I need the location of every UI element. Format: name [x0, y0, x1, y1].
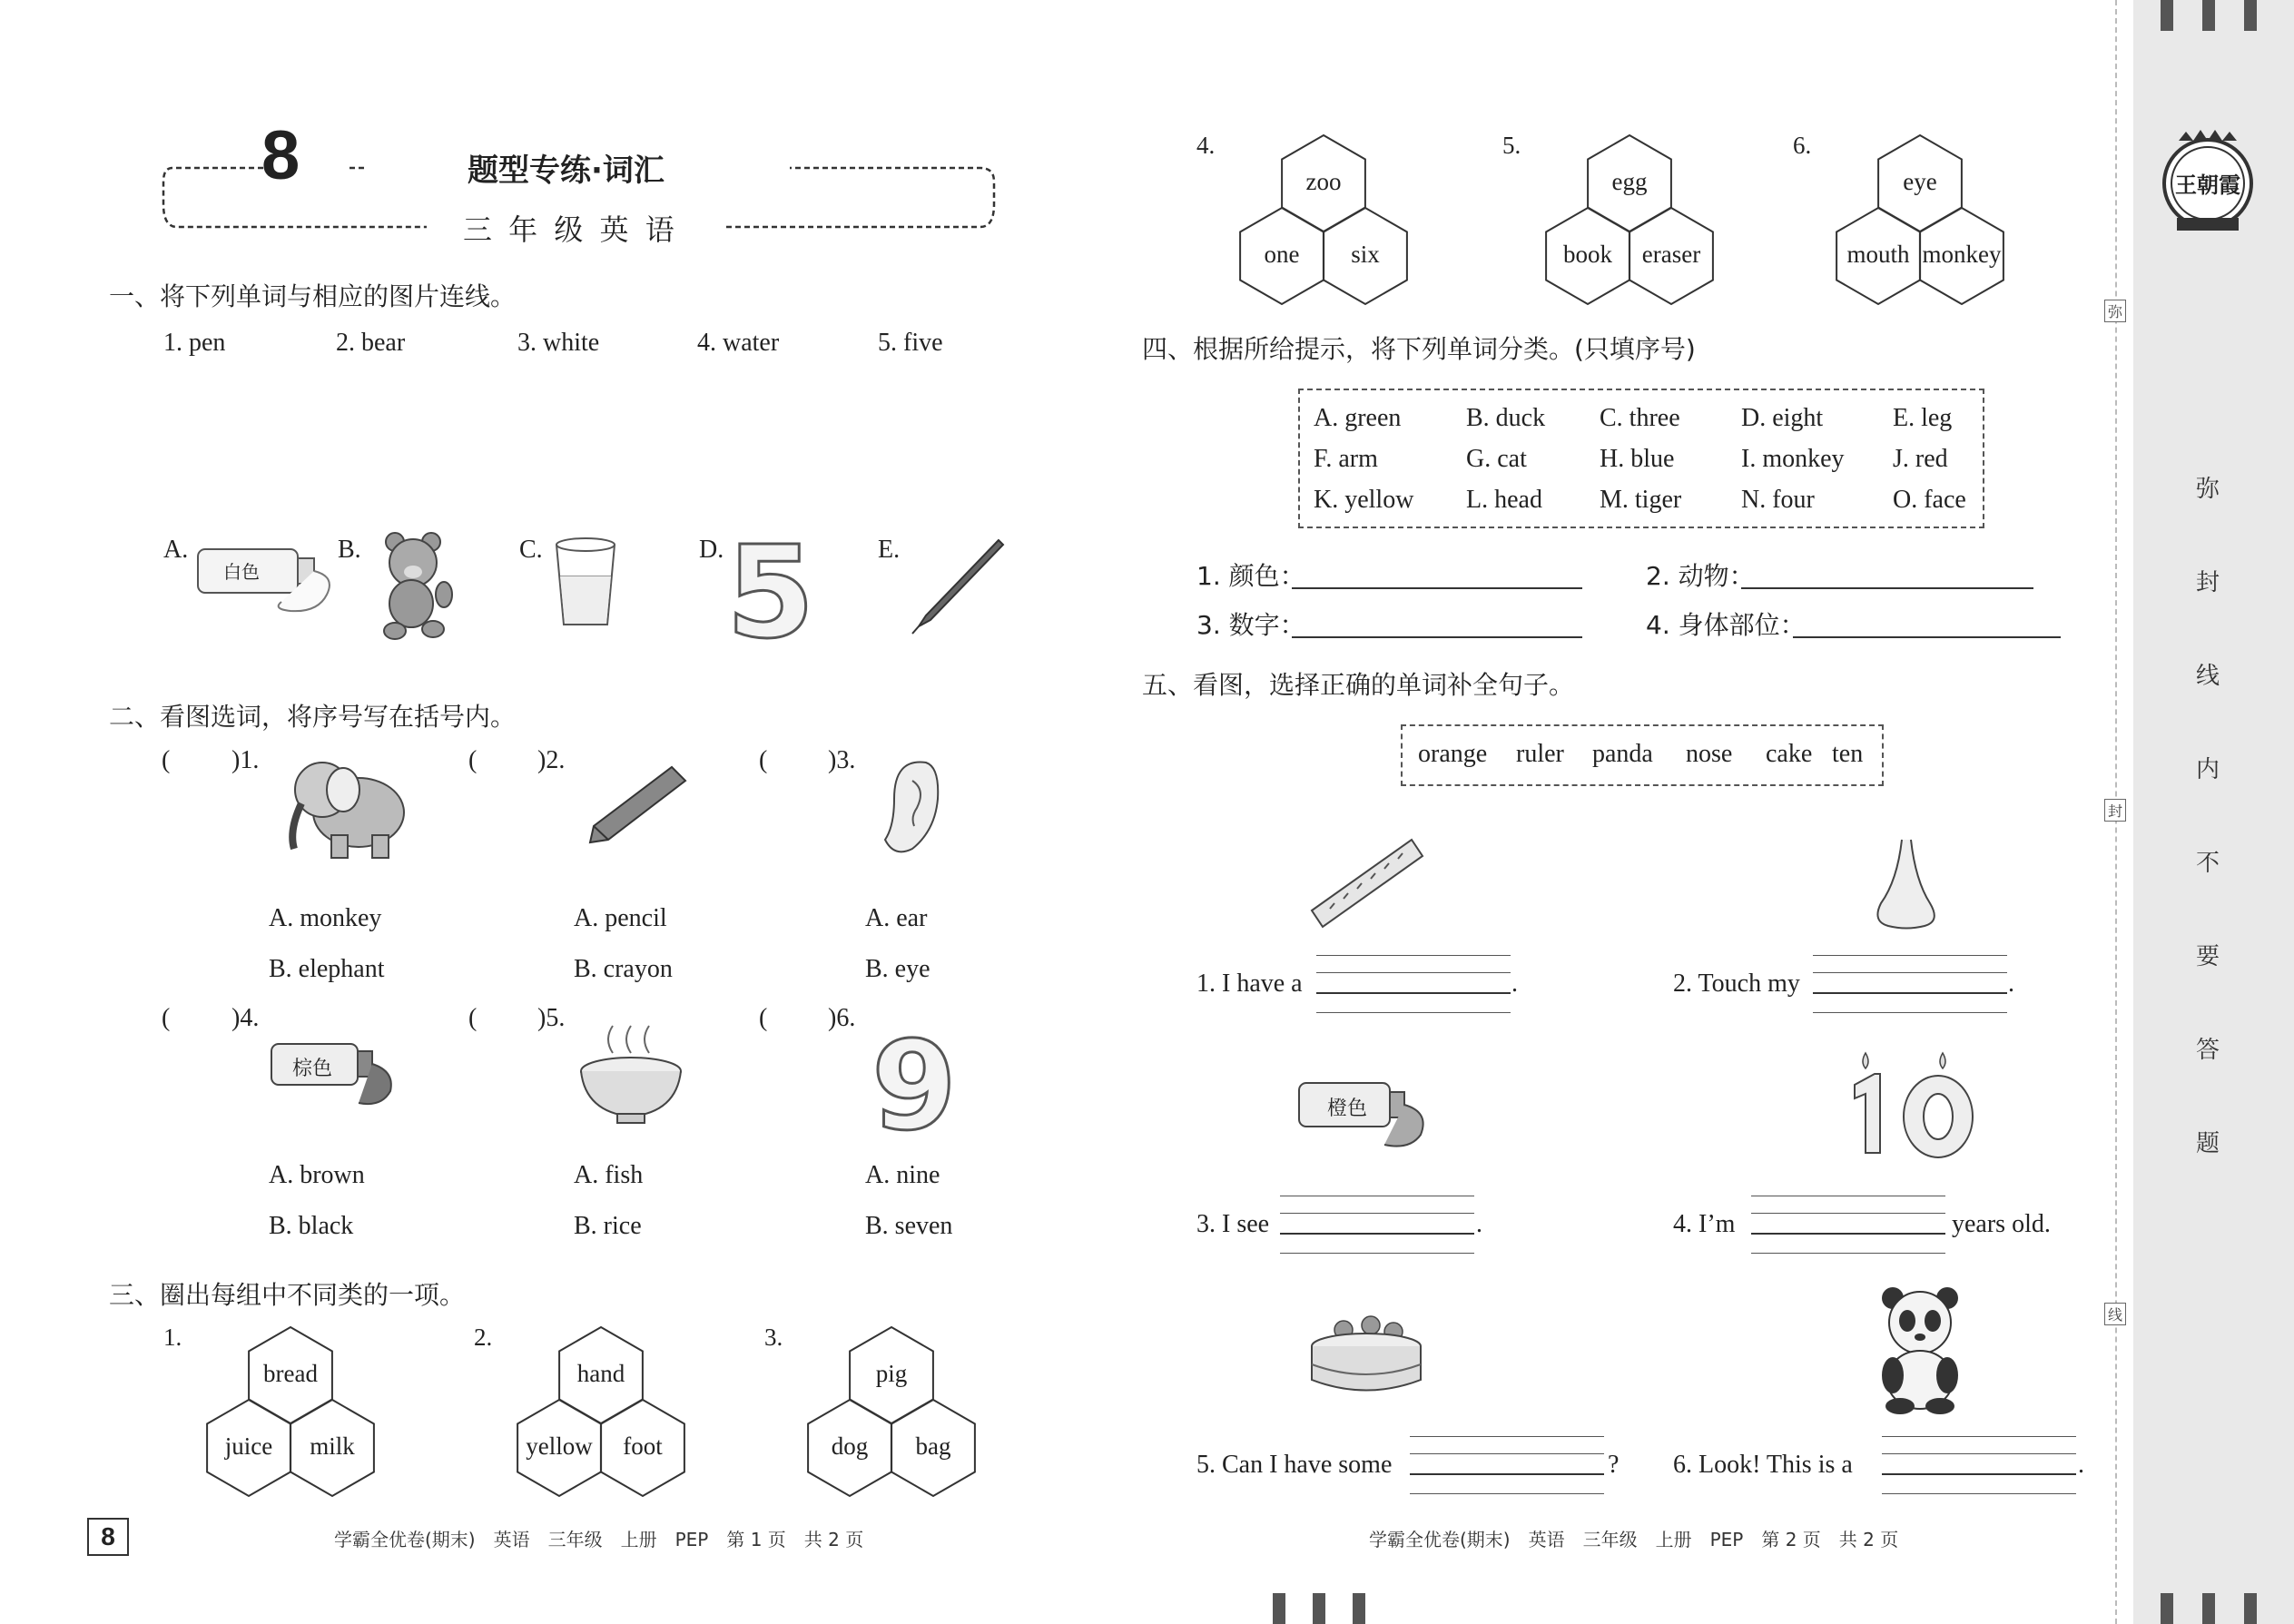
category-answer-line[interactable]: [1793, 636, 2061, 638]
category-label: 1. 颜色：: [1196, 561, 1305, 591]
hex-word[interactable]: hand: [576, 1360, 625, 1387]
answer-paren-close: )3.: [828, 746, 856, 774]
binding-char: 答: [2195, 1037, 2220, 1064]
hex-word[interactable]: dog: [831, 1432, 869, 1460]
section3-title: 三、圈出每组中不同类的一项。: [109, 1280, 466, 1310]
nose-icon: [1870, 835, 1943, 935]
word-option: L. head: [1466, 486, 1542, 514]
hex-word[interactable]: yellow: [526, 1432, 593, 1460]
answer-paren-close: )5.: [537, 1004, 566, 1032]
sentence-prefix: 1. I have a: [1196, 969, 1303, 998]
word-item: 2. bear: [336, 329, 406, 357]
word-bank-item: orange: [1418, 740, 1488, 768]
paint-tube-icon: [268, 1035, 404, 1117]
word-option: B. duck: [1466, 404, 1546, 432]
binding-tag: 弥: [2104, 300, 2126, 322]
picture-label: A.: [163, 536, 189, 564]
group-number: 6.: [1793, 132, 1812, 159]
cake-icon: [1303, 1312, 1430, 1403]
hex-word[interactable]: bag: [915, 1432, 951, 1460]
hex-word[interactable]: one: [1264, 241, 1300, 268]
option-a: A. nine: [865, 1161, 940, 1189]
category-answer-line[interactable]: [1292, 636, 1582, 638]
category-answer-line[interactable]: [1292, 587, 1582, 589]
group-number: 3.: [764, 1324, 783, 1351]
writing-guide-line: [1316, 955, 1511, 956]
writing-guide-line: [1751, 1213, 1945, 1214]
footer-left: 学霸全优卷(期末) 英语 三年级 上册 PEP 第 1 页 共 2 页: [334, 1529, 864, 1550]
sentence-prefix: 4. I’m: [1673, 1210, 1736, 1238]
binding-char: 封: [2195, 569, 2220, 596]
word-option: A. green: [1314, 404, 1402, 432]
word-option: C. three: [1600, 404, 1680, 432]
word-option: E. leg: [1893, 404, 1953, 432]
category-label: 2. 动物：: [1646, 561, 1755, 591]
word-option: H. blue: [1600, 445, 1675, 473]
answer-paren-open: (: [162, 746, 171, 774]
bear-icon: [368, 531, 458, 645]
word-option: M. tiger: [1600, 486, 1682, 514]
answer-paren-open: (: [759, 1004, 768, 1032]
hex-word[interactable]: mouth: [1846, 241, 1910, 268]
pen-icon: [908, 536, 1008, 635]
picture-label: B.: [338, 536, 361, 564]
writing-guide-line: [1813, 1012, 2007, 1013]
writing-guide-line: [1280, 1213, 1474, 1214]
option-b: B. elephant: [269, 955, 385, 983]
binding-char: 线: [2195, 663, 2220, 690]
hex-word[interactable]: juice: [224, 1432, 273, 1460]
writing-guide-line: [1882, 1493, 2076, 1494]
answer-line[interactable]: [1882, 1473, 2076, 1475]
sentence-suffix: .: [2008, 969, 2014, 998]
registration-mark: [1273, 1593, 1285, 1624]
picture-label: E.: [878, 536, 901, 564]
answer-line[interactable]: [1751, 1233, 1945, 1235]
number-five-icon: 5: [726, 519, 815, 667]
hex-word[interactable]: six: [1351, 241, 1380, 268]
writing-guide-line: [1813, 955, 2007, 956]
answer-paren-open: (: [759, 746, 768, 774]
option-a: A. fish: [574, 1161, 644, 1189]
unit-number: 8: [261, 117, 300, 194]
option-a: A. monkey: [269, 904, 382, 932]
ear-icon: [876, 753, 949, 862]
answer-paren-close: )1.: [231, 746, 260, 774]
tube-label: 白色: [223, 561, 260, 583]
brand-logo: [2161, 127, 2255, 245]
hex-word[interactable]: eye: [1903, 168, 1937, 195]
writing-guide-line: [1316, 972, 1511, 973]
registration-mark: [2161, 1593, 2173, 1624]
page-number-badge: 8: [87, 1518, 129, 1556]
answer-paren-open: (: [468, 746, 478, 774]
hex-group: [163, 1324, 355, 1496]
word-item: 1. pen: [163, 329, 226, 357]
word-option: K. yellow: [1314, 486, 1414, 514]
section4-title: 四、根据所给提示，将下列单词分类。(只填序号): [1142, 334, 1696, 364]
group-number: 1.: [163, 1324, 182, 1351]
registration-mark: [2244, 1593, 2257, 1624]
hex-word[interactable]: egg: [1611, 168, 1648, 195]
rice-bowl-icon: [572, 1021, 690, 1130]
ruler-icon: [1303, 831, 1430, 930]
option-a: A. ear: [865, 904, 928, 932]
section1-title: 一、将下列单词与相应的图片连线。: [109, 281, 517, 311]
hex-word[interactable]: milk: [310, 1432, 355, 1460]
hex-word[interactable]: pig: [875, 1360, 908, 1387]
word-option: N. four: [1741, 486, 1815, 514]
answer-paren-close: )4.: [231, 1004, 260, 1032]
word-option: G. cat: [1466, 445, 1527, 473]
hex-word[interactable]: bread: [263, 1360, 318, 1387]
sentence-prefix: 6. Look! This is a: [1673, 1451, 1853, 1479]
word-item: 4. water: [697, 329, 780, 357]
word-bank-item: ruler: [1516, 740, 1564, 768]
answer-paren-close: )2.: [537, 746, 566, 774]
word-option: F. arm: [1314, 445, 1378, 473]
hex-word[interactable]: eraser: [1641, 241, 1701, 268]
tube-label: 棕色: [292, 1058, 333, 1080]
sentence-suffix: .: [1511, 969, 1518, 998]
option-b: B. seven: [865, 1212, 953, 1240]
binding-char: 内: [2195, 756, 2220, 783]
hex-word[interactable]: monkey: [1922, 241, 2002, 268]
page-subtitle: 三 年 级 英 语: [463, 212, 678, 247]
binding-tag: 封: [2104, 799, 2126, 822]
writing-guide-line: [1316, 1012, 1511, 1013]
sentence-suffix: .: [1476, 1210, 1482, 1238]
group-number: 5.: [1502, 132, 1521, 159]
option-b: B. rice: [574, 1212, 642, 1240]
tube-label: 橙色: [1327, 1097, 1368, 1120]
registration-mark: [2244, 0, 2257, 31]
registration-mark: [2202, 1593, 2215, 1624]
option-a: A. brown: [269, 1161, 365, 1189]
section5-title: 五、看图，选择正确的单词补全句子。: [1142, 670, 1575, 700]
answer-line[interactable]: [1280, 1233, 1474, 1235]
sentence-suffix: years old.: [1952, 1210, 2051, 1238]
writing-guide-line: [1410, 1493, 1604, 1494]
elephant-icon: [281, 753, 418, 862]
hex-word[interactable]: zoo: [1305, 168, 1342, 195]
word-option: I. monkey: [1741, 445, 1845, 473]
word-bank-item: panda: [1592, 740, 1653, 768]
option-a: A. pencil: [574, 904, 667, 932]
registration-mark: [2202, 0, 2215, 31]
paint-tube-icon: [191, 540, 340, 622]
hex-group: [1793, 132, 2002, 304]
answer-paren-close: )6.: [828, 1004, 856, 1032]
sentence-prefix: 3. I see: [1196, 1210, 1270, 1238]
panda-icon: [1875, 1284, 1965, 1416]
registration-mark: [1353, 1593, 1365, 1624]
hex-word[interactable]: foot: [623, 1432, 663, 1460]
category-label: 4. 身体部位：: [1646, 610, 1806, 640]
answer-paren-open: (: [162, 1004, 171, 1032]
group-number: 4.: [1196, 132, 1216, 159]
section2-title: 二、看图选词，将序号写在括号内。: [109, 702, 517, 732]
hex-word[interactable]: book: [1563, 241, 1612, 268]
crayon-icon: [581, 763, 690, 844]
sentence-prefix: 2. Touch my: [1673, 969, 1800, 998]
hex-group: [474, 1324, 663, 1496]
word-bank-item: ten: [1832, 740, 1864, 768]
registration-mark: [2161, 0, 2173, 31]
group-number: 2.: [474, 1324, 493, 1351]
word-item: 3. white: [517, 329, 600, 357]
word-item: 5. five: [878, 329, 943, 357]
answer-line[interactable]: [1410, 1473, 1604, 1475]
writing-guide-line: [1280, 1253, 1474, 1254]
binding-char: 弥: [2195, 476, 2220, 503]
registration-mark: [1313, 1593, 1325, 1624]
hex-group: [1196, 132, 1378, 304]
option-b: B. crayon: [574, 955, 673, 983]
option-b: B. black: [269, 1212, 354, 1240]
word-option: O. face: [1893, 486, 1966, 514]
word-bank-item: cake: [1766, 740, 1813, 768]
writing-guide-line: [1813, 972, 2007, 973]
answer-line[interactable]: [1813, 992, 2007, 994]
hex-group: [764, 1324, 951, 1496]
writing-guide-line: [1410, 1453, 1604, 1454]
word-option: D. eight: [1741, 404, 1824, 432]
binding-char: 不: [2195, 850, 2220, 877]
picture-label: D.: [699, 536, 724, 564]
writing-guide-line: [1882, 1436, 2076, 1437]
binding-char: 要: [2195, 943, 2220, 970]
answer-line[interactable]: [1316, 992, 1511, 994]
writing-guide-line: [1751, 1253, 1945, 1254]
picture-label: C.: [519, 536, 543, 564]
binding-char: 题: [2195, 1130, 2220, 1157]
option-b: B. eye: [865, 955, 930, 983]
logo-text: 王朝霞: [2175, 172, 2240, 198]
sentence-suffix: .: [2078, 1451, 2084, 1479]
sentence-suffix: ?: [1608, 1451, 1620, 1479]
binding-tag: 线: [2104, 1303, 2126, 1325]
writing-guide-line: [1410, 1436, 1604, 1437]
writing-guide-line: [1882, 1453, 2076, 1454]
sentence-prefix: 5. Can I have some: [1196, 1451, 1393, 1479]
word-option: J. red: [1893, 445, 1948, 473]
category-label: 3. 数字：: [1196, 610, 1305, 640]
hex-group: [1502, 132, 1701, 304]
answer-paren-open: (: [468, 1004, 478, 1032]
page-title: 题型专练·词汇: [468, 153, 665, 189]
footer-right: 学霸全优卷(期末) 英语 三年级 上册 PEP 第 2 页 共 2 页: [1369, 1529, 1899, 1550]
category-answer-line[interactable]: [1741, 587, 2033, 589]
water-glass-icon: [549, 536, 622, 631]
word-bank-item: nose: [1686, 740, 1733, 768]
number-nine-icon: 9: [871, 1015, 957, 1157]
birthday-ten-icon: [1847, 1048, 1984, 1162]
